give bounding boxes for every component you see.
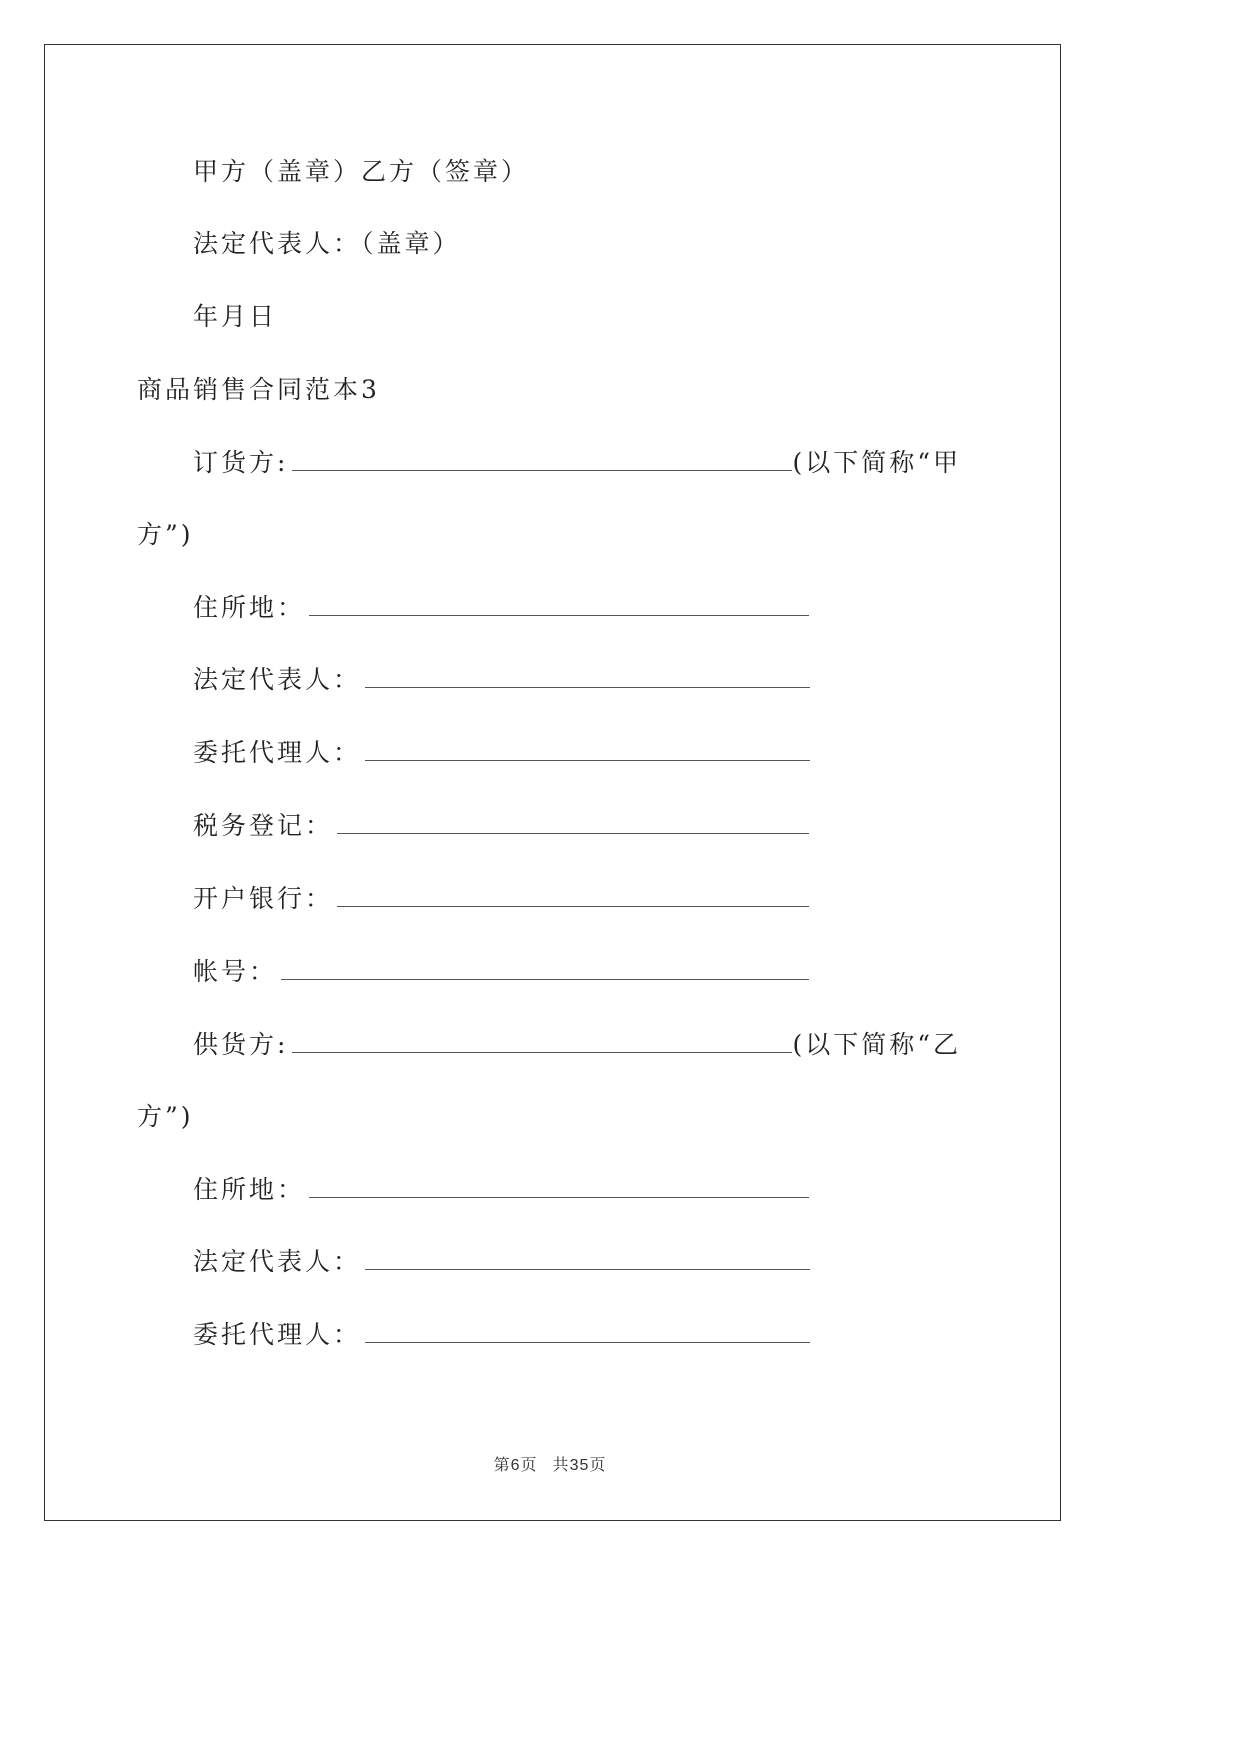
footer-total-suffix: 页 [589, 1457, 607, 1474]
party-a-tax-line [193, 811, 809, 841]
party-b-label: 供货方: [193, 1030, 289, 1059]
footer-total-prefix: 共 [552, 1457, 570, 1474]
party-a-legal-rep-line [193, 665, 810, 695]
party-b-legal-rep-blank[interactable] [365, 1247, 810, 1270]
footer-prefix: 第 [493, 1457, 511, 1474]
party-a-tax-blank[interactable] [337, 811, 809, 834]
party-a-bank-label: 开户银行： [193, 884, 334, 913]
party-b-agent-line [193, 1320, 810, 1350]
party-b-legal-rep-label: 法定代表人： [193, 1247, 362, 1276]
party-b-address-label: 住所地： [193, 1175, 306, 1204]
signature-parties: 甲方（盖章）乙方（签章） [193, 157, 530, 186]
party-b-address-blank[interactable] [309, 1175, 809, 1198]
party-a-bank-blank[interactable] [337, 884, 809, 907]
footer-total-pages: 35 [569, 1457, 590, 1474]
party-a-agent-label: 委托代理人： [193, 738, 362, 767]
party-a-agent-blank[interactable] [365, 738, 810, 761]
party-b-address-line [193, 1175, 809, 1205]
signature-legal-rep: 法定代表人：（盖章） [193, 229, 461, 258]
party-a-line [193, 448, 961, 478]
party-a-account-label: 帐号： [193, 957, 278, 986]
party-a-blank[interactable] [292, 448, 792, 471]
footer-page-suffix: 页 [520, 1457, 538, 1474]
party-a-tax-label: 税务登记： [193, 811, 334, 840]
party-b-blank[interactable] [292, 1030, 792, 1053]
section-title: 商品销售合同范本3 [137, 375, 380, 404]
party-a-bank-line [193, 884, 809, 914]
page-border [44, 44, 1061, 1521]
party-a-address-label: 住所地： [193, 593, 306, 622]
party-b-suffix: (以下简称“乙 [792, 1030, 961, 1059]
party-b-agent-blank[interactable] [365, 1320, 810, 1343]
party-a-legal-rep-blank[interactable] [365, 665, 810, 688]
party-a-suffix: (以下简称“甲 [792, 448, 961, 477]
party-a-address-blank[interactable] [309, 593, 809, 616]
signature-date: 年月日 [193, 302, 278, 331]
party-a-legal-rep-label: 法定代表人： [193, 665, 362, 694]
footer-page-number: 6 [510, 1457, 521, 1474]
page-footer [0, 1452, 1100, 1475]
party-a-account-blank[interactable] [281, 957, 809, 980]
party-a-address-line [193, 593, 809, 623]
party-b-suffix-cont: 方”) [137, 1102, 194, 1131]
party-b-line [193, 1030, 961, 1060]
party-a-agent-line [193, 738, 810, 768]
party-a-account-line [193, 957, 809, 987]
party-b-agent-label: 委托代理人： [193, 1320, 362, 1349]
party-a-label: 订货方: [193, 448, 289, 477]
party-b-legal-rep-line [193, 1247, 810, 1277]
party-a-suffix-cont: 方”) [137, 520, 194, 549]
